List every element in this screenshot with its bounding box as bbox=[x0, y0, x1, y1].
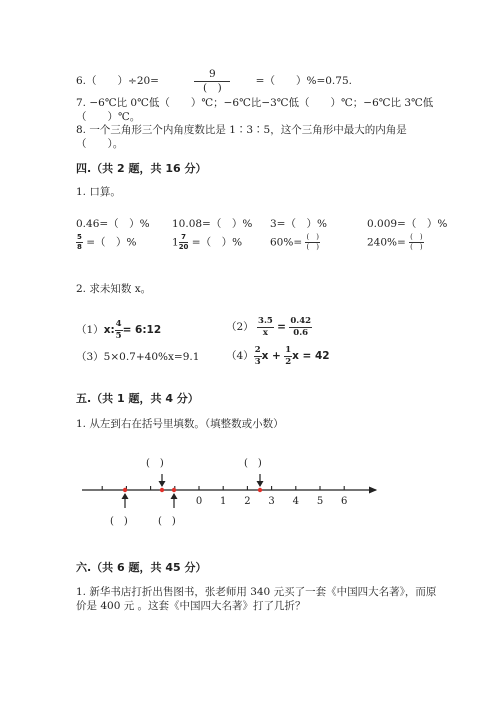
blank-top: ( ) bbox=[244, 458, 262, 469]
number-line-tick-label: 5 bbox=[316, 496, 324, 507]
oral-r1-c2: 10.08=（ ）% bbox=[172, 218, 253, 230]
q7-line2: （ ）℃。 bbox=[76, 111, 141, 123]
q7-line1: 7. −6℃比 0℃低（ ）℃；−6℃比−3℃低（ ）℃；−6℃比 3℃低 bbox=[76, 97, 434, 109]
q6-prefix: 6.（ ）÷20= bbox=[76, 75, 159, 87]
section4-q1-title: 1. 口算。 bbox=[76, 186, 121, 198]
number-line-tick-labels bbox=[196, 496, 348, 507]
section4-q2-title: 2. 求未知数 x。 bbox=[76, 283, 152, 295]
up-arrow-head bbox=[171, 493, 178, 499]
section5-title: 五.（共 1 题，共 4 分） bbox=[76, 392, 199, 405]
q8-line2: （ ）。 bbox=[76, 138, 124, 150]
number-line bbox=[0, 450, 500, 540]
blank-top: ( ) bbox=[146, 458, 164, 469]
oral-r2-c1: $\frac{5}{8}$ =（ ）% bbox=[77, 233, 137, 251]
q6-fraction bbox=[194, 69, 230, 93]
number-line-red-point bbox=[123, 488, 127, 492]
oral-r1-c3: 3=（ ）% bbox=[270, 218, 327, 230]
oral-r2-c4: 240%= $\frac{( )}{( )}$ bbox=[367, 233, 423, 251]
number-line-tick-label: 3 bbox=[268, 496, 275, 507]
equation-3: （3）5×0.7+40%x=9.1 bbox=[76, 351, 200, 363]
equation-4: （4） $\frac{2}{3}$ x + $\frac{1}{2}$ x = 42 bbox=[226, 345, 330, 367]
oral-r2-c3-fraction: $\frac{( )}{( )}$ bbox=[306, 233, 319, 251]
q8-line1: 8. 一个三角形三个内角度数比是 1∶3∶5，这个三角形中最大的内角是 bbox=[76, 124, 407, 136]
number-line-red-point bbox=[160, 488, 164, 492]
number-line-ticks bbox=[102, 486, 344, 490]
number-line-red-point bbox=[258, 488, 262, 492]
oral-r1-c1: 0.46=（ ）% bbox=[76, 218, 150, 230]
section4-title: 四.（共 2 题，共 16 分） bbox=[76, 162, 207, 175]
oral-r2-c2-fraction: $\frac{7}{20}$ bbox=[178, 233, 189, 251]
equation-2: （2） $\frac{3.5}{x}$ = $\frac{0.42}{0.6}$ bbox=[226, 316, 312, 338]
blank-bottom: ( ) bbox=[110, 516, 128, 527]
down-arrow-head bbox=[159, 481, 166, 487]
section6-title: 六.（共 6 题，共 45 分） bbox=[76, 561, 207, 574]
section5-q1-title: 1. 从左到右在括号里填数。（填整数或小数） bbox=[76, 418, 284, 430]
up-arrow-head bbox=[122, 493, 129, 499]
number-line-tick-label: 6 bbox=[341, 496, 348, 507]
section6-q1-line2: 价是 400 元 。这套《中国四大名著》打了几折？ bbox=[76, 600, 306, 612]
oral-r1-c4: 0.009=（ ）% bbox=[367, 218, 448, 230]
blank-bottom: ( ) bbox=[158, 516, 176, 527]
oral-r2-c4-fraction: $\frac{( )}{( )}$ bbox=[410, 233, 423, 251]
number-line-tick-label: 2 bbox=[244, 496, 251, 507]
down-arrow-head bbox=[257, 481, 264, 487]
equation-1: （1）x: $\frac{4}{5}$ = 6:12 bbox=[76, 319, 162, 341]
number-line-tick-label: 0 bbox=[195, 496, 203, 507]
q6-middle: =（ ）%=0.75. bbox=[255, 75, 352, 87]
q6-line bbox=[76, 69, 352, 93]
oral-r2-c1-fraction: $\frac{5}{8}$ bbox=[77, 233, 82, 251]
number-line-red-point bbox=[172, 488, 176, 492]
oral-r2-c2: 1 $\frac{7}{20}$ =（ ）% bbox=[172, 233, 243, 251]
number-line-tick-label: 4 bbox=[292, 496, 299, 507]
q6-frac-denominator: ( ) bbox=[202, 81, 222, 94]
oral-r2-c3: 60%= $\frac{( )}{( )}$ bbox=[270, 233, 319, 251]
section6-q1-line1: 1. 新华书店打折出售图书，张老师用 340 元买了一套《中国四大名著》，而原 bbox=[76, 586, 437, 598]
number-line-tick-label: 1 bbox=[220, 496, 227, 507]
q6-frac-numerator: 9 bbox=[194, 69, 230, 82]
